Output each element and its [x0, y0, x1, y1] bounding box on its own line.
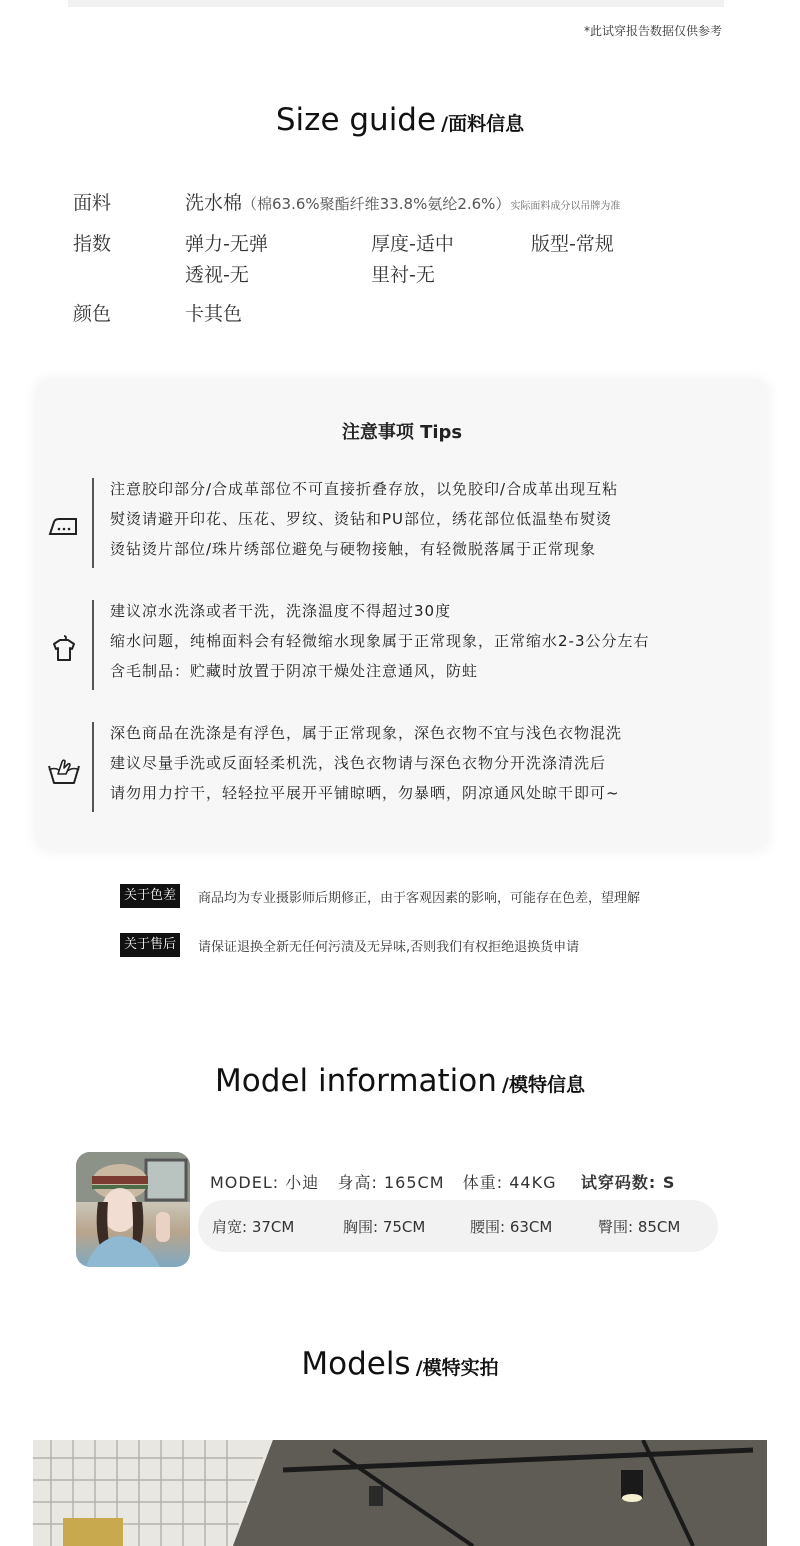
tip-line: 深色商品在洗涤是有浮色，属于正常现象，深色衣物不宜与浅色衣物混洗	[110, 724, 623, 742]
color-value: 卡其色	[185, 303, 243, 325]
tip-line: 请勿用力拧干，轻轻拉平展开平铺晾晒，勿暴晒，阴凉通风处晾干即可~	[110, 784, 620, 802]
tip-divider	[92, 722, 94, 812]
tip-divider	[92, 600, 94, 690]
tip-line: 熨烫请避开印花、压花、罗纹、烫钻和PU部位，绣花部位低温垫布熨烫	[110, 510, 613, 528]
fabric-value	[185, 188, 620, 215]
models-title-en: Models	[301, 1346, 411, 1382]
tip-divider	[92, 478, 94, 568]
index-label: 指数	[73, 233, 112, 255]
tip-group-dark-color	[36, 722, 768, 818]
tip-group-washing	[36, 600, 768, 696]
model-card	[76, 1152, 718, 1267]
fabric-composition: （棉63.6%聚酯纤维33.8%氨纶2.6%）	[242, 195, 511, 213]
hand-wash-icon	[46, 752, 82, 788]
model-size: 试穿码数: S	[580, 1173, 676, 1192]
models-title	[0, 1346, 800, 1382]
size-guide-title	[0, 102, 800, 138]
model-basic-info	[210, 1170, 675, 1193]
model-measurements	[198, 1200, 718, 1252]
tip-line: 烫钻烫片部位/珠片绣部位避免与硬物接触，有轻微脱落属于正常现象	[110, 540, 597, 558]
disclaimer-text: *此试穿报告数据仅供参考	[583, 24, 722, 38]
model-shoulder: 肩宽: 37CM	[212, 1218, 295, 1236]
size-guide-title-en: Size guide	[275, 102, 437, 138]
fabric-name: 洗水棉	[185, 192, 243, 214]
tip-line: 含毛制品：贮藏时放置于阴凉干燥处注意通风，防蛀	[110, 662, 479, 680]
tip-line: 建议尽量手洗或反面轻柔机洗，浅色衣物请与深色衣物分开洗涤清洗后	[110, 754, 607, 772]
fabric-note: 实际面料成分以吊牌为准	[510, 201, 621, 212]
model-chest: 胸围: 75CM	[343, 1218, 426, 1236]
model-name: MODEL: 小迪	[210, 1173, 320, 1192]
tip-line: 缩水问题，纯棉面料会有轻微缩水现象属于正常现象，正常缩水2-3公分左右	[110, 632, 650, 650]
notice-text: 请保证退换全新无任何污渍及无异味,否则我们有权拒绝退换货申请	[198, 940, 580, 955]
fabric-label: 面料	[73, 192, 112, 214]
model-photo-illustration	[76, 1152, 190, 1267]
index-item: 弹力-无弹	[185, 233, 268, 255]
model-photo-scene	[33, 1440, 767, 1546]
index-item: 透视-无	[185, 264, 249, 286]
hanger-shirt-icon	[46, 630, 82, 666]
tips-title: 注意事项 Tips	[341, 422, 463, 443]
model-waist: 腰围: 63CM	[470, 1218, 553, 1236]
model-weight: 体重: 44KG	[462, 1173, 557, 1192]
tip-line: 注意胶印部分/合成革部位不可直接折叠存放，以免胶印/合成革出现互粘	[110, 480, 619, 498]
model-height: 身高: 165CM	[337, 1173, 445, 1192]
model-avatar	[76, 1152, 190, 1267]
model-photo	[33, 1440, 767, 1546]
tip-line: 建议凉水洗涤或者干洗，洗涤温度不得超过30度	[110, 602, 452, 620]
model-info-title	[0, 1063, 800, 1099]
notice-badge: 关于售后	[120, 933, 180, 957]
index-item: 厚度-适中	[371, 233, 454, 255]
index-item: 里衬-无	[371, 264, 435, 286]
size-guide-title-zh: /面料信息	[441, 113, 525, 135]
index-item: 版型-常规	[531, 233, 614, 255]
tip-group-ironing	[36, 478, 768, 574]
models-title-zh: /模特实拍	[415, 1357, 499, 1379]
tips-panel	[36, 380, 768, 850]
color-label: 颜色	[73, 303, 112, 325]
model-hip: 臀围: 85CM	[598, 1218, 681, 1236]
iron-icon	[46, 508, 82, 544]
notice-text: 商品均为专业摄影师后期修正，由于客观因素的影响，可能存在色差，望理解	[198, 891, 641, 906]
notice-badge: 关于色差	[120, 884, 180, 908]
model-info-title-zh: /模特信息	[502, 1074, 585, 1096]
top-divider	[68, 0, 724, 7]
model-info-title-en: Model information	[215, 1063, 497, 1099]
